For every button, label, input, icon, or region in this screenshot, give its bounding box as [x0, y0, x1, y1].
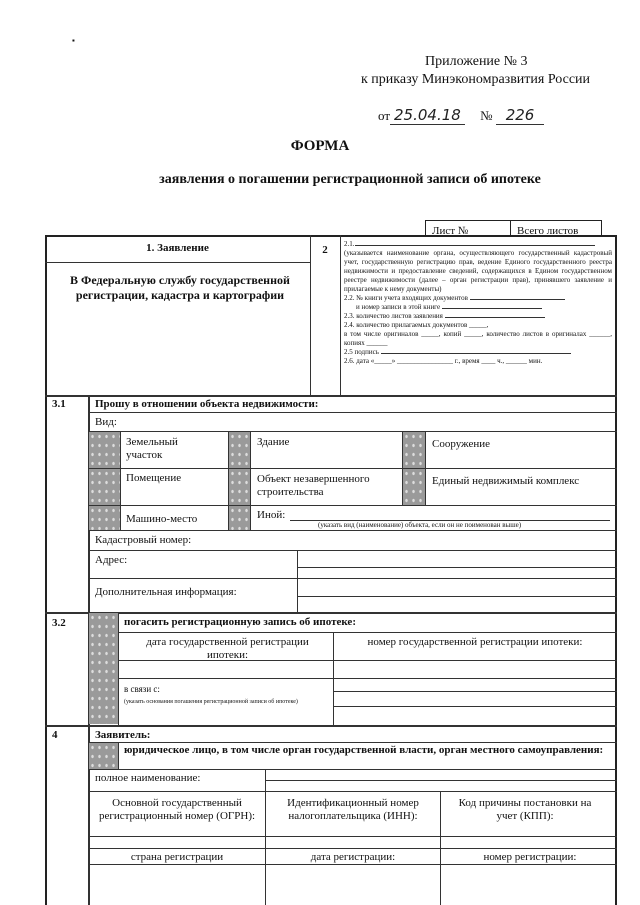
- mortgage-cancel-checkbox[interactable]: [89, 613, 118, 724]
- scan-dot: ▪: [72, 36, 75, 45]
- parking-label: Машино-место: [126, 513, 198, 525]
- field-2-1-label: 2.1.: [344, 240, 355, 248]
- total-sheets-cell: [510, 220, 602, 236]
- order-date-line: [378, 106, 544, 124]
- unfinished-label: Объект незавершенного строительства: [257, 473, 370, 498]
- date-prefix: от: [378, 108, 391, 123]
- number-prefix: №: [480, 108, 493, 123]
- building-checkbox[interactable]: [229, 432, 250, 468]
- structure-label: Сооружение: [432, 438, 491, 450]
- kpp-label: Код причины постановки на учет (КПП):: [458, 797, 592, 822]
- field-2-5-label: 2.5 подпись: [344, 348, 379, 356]
- other-checkbox[interactable]: [229, 506, 250, 530]
- applicant-title: Заявитель:: [95, 729, 151, 741]
- field-2-1-description: (указывается наименование органа, осуществляющего государственный кадастровый учет, государственную регистрацию прав, ведение Единого государственного реестра недвижимости и предоставление сведений, содержащихся в Едином государственном реестре недвижимости (далее – орган регистрации прав), принявшего заявление и прилагаемые к нему документы): [344, 249, 612, 293]
- section-1-title: 1. Заявление: [146, 242, 209, 254]
- field-2-1-input[interactable]: [355, 245, 595, 246]
- field-2-2b-label: и номер записи в этой книге: [356, 303, 441, 311]
- order-label: к приказу Минэкономразвития России: [361, 72, 591, 87]
- section-3-2-title: погасить регистрационную запись об ипотеке:: [124, 616, 356, 628]
- section-2-registration-fields: [344, 240, 612, 366]
- section-3-1-number: 3.1: [52, 398, 66, 410]
- field-2-6-label: 2.6. дата «_____» ________________ г., время ____ ч., ______ мин.: [344, 357, 543, 365]
- section-3-1-title: Прошу в отношении объекта недвижимости:: [95, 398, 319, 410]
- section-3-2-number: 3.2: [52, 617, 66, 629]
- premises-checkbox[interactable]: [89, 469, 120, 505]
- signature-input[interactable]: [381, 353, 571, 354]
- field-2-2-label: 2.2. № книги учета входящих документов: [344, 294, 468, 302]
- form-title: ФОРМА: [290, 138, 350, 154]
- other-label: Иной:: [257, 509, 286, 521]
- total-sheets-label: Всего листов: [517, 225, 579, 237]
- unfinished-checkbox[interactable]: [229, 469, 250, 505]
- handwritten-date: 25.04.18: [390, 106, 465, 125]
- ogrn-label: Основной государственный регистрационный номер (ОГРН):: [98, 797, 256, 822]
- field-2-3-input[interactable]: [445, 317, 545, 318]
- recipient-authority: В Федеральную службу государственной регистрации, кадастра и картографии: [70, 273, 290, 302]
- section-4-number: 4: [52, 729, 58, 741]
- appendix-label: Приложение № 3: [425, 54, 528, 69]
- other-hint: (указать вид (наименование) объекта, если он не поименован выше): [318, 521, 522, 529]
- sheet-number-label: Лист №: [432, 225, 469, 237]
- building-label: Здание: [257, 436, 290, 448]
- reason-label: в связи с:: [124, 684, 160, 694]
- legal-entity-checkbox[interactable]: [89, 743, 118, 769]
- reason-hint: (указать основания погашения регистрационной записи об ипотеке): [124, 699, 298, 705]
- handwritten-number: 226: [496, 106, 545, 125]
- country-label: страна регистрации: [130, 851, 224, 863]
- sheet-number-cell: [425, 220, 511, 236]
- field-2-4b-label: в том числе оригиналов _____, копий _____, количество листов в оригиналах ______, копиях ______: [344, 330, 612, 347]
- inn-label: Идентификационный номер налогоплательщика (ИНН):: [287, 797, 419, 822]
- field-2-3-label: 2.3. количество листов заявления: [344, 312, 443, 320]
- structure-checkbox[interactable]: [403, 432, 425, 468]
- land-checkbox[interactable]: [89, 432, 120, 468]
- form-subtitle: заявления о погашении регистрационной записи об ипотеке: [159, 172, 541, 187]
- legal-entity-label: юридическое лицо, в том числе орган государственной власти, орган местного самоуправления:: [124, 744, 604, 756]
- complex-label: Единый недвижимый комплекс: [432, 475, 580, 487]
- full-name-label: полное наименование:: [95, 772, 201, 784]
- additional-info-label: Дополнительная информация:: [95, 586, 237, 598]
- premises-label: Помещение: [126, 472, 182, 484]
- object-kind-label: Вид:: [95, 416, 117, 428]
- complex-checkbox[interactable]: [403, 469, 425, 505]
- mortgage-number-label: номер государственной регистрации ипотеки:: [367, 636, 583, 648]
- field-2-4-label: 2.4. количество прилагаемых документов _____,: [344, 321, 489, 329]
- parking-checkbox[interactable]: [89, 506, 120, 530]
- section-2-number: 2: [322, 244, 328, 256]
- land-label: Земельный участок: [126, 436, 178, 461]
- address-label: Адрес:: [95, 554, 128, 566]
- registration-date-label: дата регистрации:: [310, 851, 396, 863]
- registration-number-label: номер регистрации:: [483, 851, 577, 863]
- mortgage-date-label: дата государственной регистрации ипотеки:: [146, 636, 309, 661]
- cadastral-number-label: Кадастровый номер:: [95, 534, 192, 546]
- field-2-2-input[interactable]: [470, 299, 565, 300]
- field-2-2b-input[interactable]: [442, 308, 542, 309]
